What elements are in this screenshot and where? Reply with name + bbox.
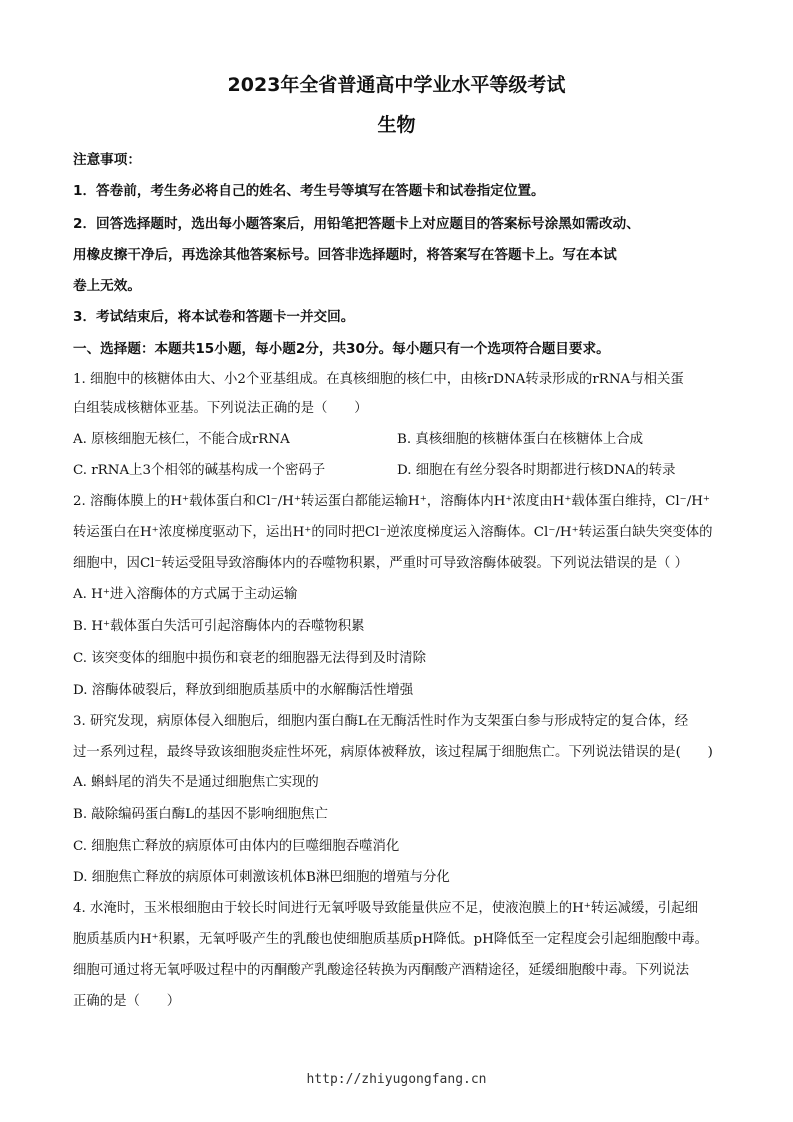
notice-item-2-line-1: 2．回答选择题时，选出每小题答案后，用铅笔把答题卡上对应题目的答案标号涂黑如需改动、 — [73, 216, 640, 232]
q4-stem-line-1: 4. 水淹时，玉米根细胞由于较长时间进行无氧呼吸导致能量供应不足，使液泡膜上的H⁺转运减缓，引起细 — [73, 901, 698, 916]
q4-stem-line-4: 正确的是（ ） — [73, 994, 181, 1009]
q3-option-b: B. 敲除编码蛋白酶L的基因不影响细胞焦亡 — [73, 807, 328, 822]
notice-item-1: 1．答卷前，考生务必将自己的姓名、考生号等填写在答题卡和试卷指定位置。 — [73, 183, 545, 199]
q2-option-a: A. H⁺进入溶酶体的方式属于主动运输 — [73, 587, 298, 602]
notice-item-2-line-2: 用橡皮擦干净后，再选涂其他答案标号。回答非选择题时，将答案写在答题卡上。写在本试 — [73, 247, 617, 263]
q3-option-c: C. 细胞焦亡释放的病原体可由体内的巨噬细胞吞噬消化 — [73, 839, 400, 854]
exam-subject: 生物 — [377, 114, 416, 136]
notice-heading: 注意事项： — [73, 152, 141, 168]
q2-stem-line-3: 细胞中，因Cl⁻转运受阻导致溶酶体内的吞噬物积累，严重时可导致溶酶体破裂。下列说法错误的是（ ） — [73, 556, 689, 571]
q1-option-a: A. 原核细胞无核仁，不能合成rRNA — [73, 432, 290, 447]
q2-stem-line-2: 转运蛋白在H⁺浓度梯度驱动下，运出H⁺的同时把Cl⁻逆浓度梯度运入溶酶体。Cl⁻/H⁺转运蛋白缺失突变体的 — [73, 525, 713, 540]
q4-stem-line-2: 胞质基质内H⁺积累，无氧呼吸产生的乳酸也使细胞质基质pH降低。pH降低至一定程度会引起细胞酸中毒。 — [73, 932, 709, 947]
notice-item-2-line-3: 卷上无效。 — [73, 278, 141, 294]
q1-option-d: D. 细胞在有丝分裂各时期都进行核DNA的转录 — [397, 463, 676, 478]
q3-option-a: A. 蝌蚪尾的消失不是通过细胞焦亡实现的 — [73, 775, 319, 790]
q2-option-b: B. H⁺载体蛋白失活可引起溶酶体内的吞噬物积累 — [73, 619, 365, 634]
q1-stem-line-1: 1. 细胞中的核糖体由大、小2个亚基组成。在真核细胞的核仁中，由核rDNA转录形成的rRNA与相关蛋 — [73, 372, 684, 387]
q2-option-d: D. 溶酶体破裂后，释放到细胞质基质中的水解酶活性增强 — [73, 683, 414, 698]
q1-option-b: B. 真核细胞的核糖体蛋白在核糖体上合成 — [397, 432, 643, 447]
footer-url[interactable]: http://zhiyugongfang.cn — [306, 1072, 487, 1087]
q1-stem-line-2: 白组装成核糖体亚基。下列说法正确的是（ ） — [73, 401, 368, 416]
q2-option-c: C. 该突变体的细胞中损伤和衰老的细胞器无法得到及时清除 — [73, 651, 427, 666]
q4-stem-line-3: 细胞可通过将无氧呼吸过程中的丙酮酸产乳酸途径转换为丙酮酸产酒精途径，延缓细胞酸中毒。下列说法 — [73, 963, 689, 978]
section-heading: 一、选择题：本题共15小题，每小题2分，共30分。每小题只有一个选项符合题目要求。 — [73, 341, 610, 357]
q3-stem-line-1: 3. 研究发现，病原体侵入细胞后，细胞内蛋白酶L在无酶活性时作为支架蛋白参与形成特定的复合体，经 — [73, 714, 689, 729]
exam-title: 2023年全省普通高中学业水平等级考试 — [227, 74, 566, 96]
q3-stem-line-2: 过一系列过程，最终导致该细胞炎症性坏死，病原体被释放，该过程属于细胞焦亡。下列说法错误的是( ) — [73, 745, 713, 760]
q1-option-c: C. rRNA上3个相邻的碱基构成一个密码子 — [73, 463, 326, 478]
q3-option-d: D. 细胞焦亡释放的病原体可刺激该机体B淋巴细胞的增殖与分化 — [73, 870, 450, 885]
notice-item-3: 3．考试结束后，将本试卷和答题卡一并交回。 — [73, 309, 355, 325]
q2-stem-line-1: 2. 溶酶体膜上的H⁺载体蛋白和Cl⁻/H⁺转运蛋白都能运输H⁺，溶酶体内H⁺浓度由H⁺载体蛋白维持，Cl⁻/H⁺ — [73, 494, 711, 509]
